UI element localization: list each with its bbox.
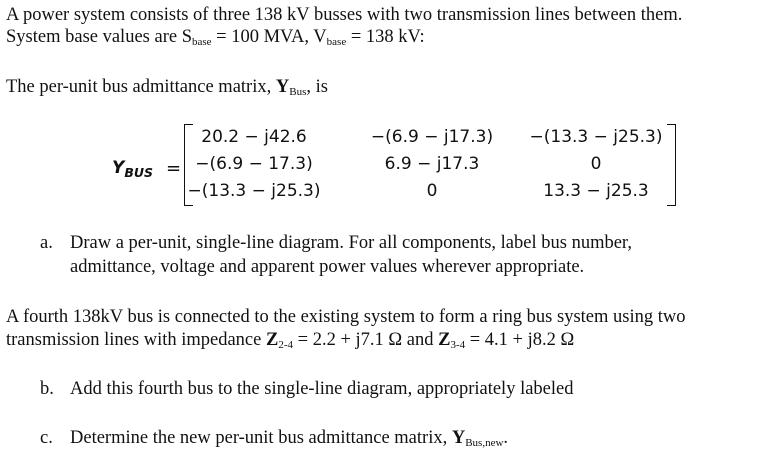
item-c-prefix: Determine the new per-unit bus admittance matrix, bbox=[70, 428, 452, 448]
vbase-subscript: base bbox=[326, 36, 347, 48]
matrix-label bbox=[112, 158, 153, 180]
z34-value: = 4.1 + j8.2 Ω bbox=[465, 330, 575, 350]
matrix-cell-1-1: 20.2 − j42.6 bbox=[201, 127, 307, 147]
z24-subscript: 2-4 bbox=[278, 339, 294, 351]
matrix-cell-3-3: 13.3 − j25.3 bbox=[543, 181, 649, 201]
item-c-text bbox=[70, 427, 508, 454]
sbase-subscript: base bbox=[192, 36, 212, 48]
vbase-prefix: = 100 MVA, V bbox=[211, 27, 327, 47]
fourth-bus-line-1: A fourth 138kV bus is connected to the existing system to form a ring bus system using two bbox=[6, 307, 686, 327]
ybus-intro-prefix: The per-unit bus admittance matrix, bbox=[6, 77, 276, 97]
fourth-bus-line-2 bbox=[6, 329, 574, 356]
matrix-cell-2-3: 0 bbox=[590, 154, 602, 174]
item-a-marker: a. bbox=[40, 233, 53, 253]
matrix-equals: = bbox=[166, 158, 182, 179]
item-a-line-1: Draw a per-unit, single-line diagram. For all components, label bus number, bbox=[70, 233, 632, 253]
z24-value: = 2.2 + j7.1 Ω and bbox=[293, 330, 439, 350]
matrix-cell-3-1: −(13.3 − j25.3) bbox=[187, 181, 321, 201]
matrix-cell-3-2: 0 bbox=[426, 181, 438, 201]
z34-subscript: 3-4 bbox=[450, 339, 466, 351]
z34-symbol: Z bbox=[438, 330, 451, 350]
matrix-cell-1-2: −(6.9 − j17.3) bbox=[370, 127, 494, 147]
sbase-prefix: System base values are S bbox=[6, 27, 192, 47]
item-b-marker: b. bbox=[40, 379, 54, 399]
ybus-new-symbol: Y bbox=[451, 428, 466, 448]
ybus-intro-suffix: , is bbox=[306, 77, 328, 97]
ybus-symbol: Y bbox=[275, 77, 290, 97]
item-c-suffix: . bbox=[503, 428, 509, 448]
item-a-line-2: admittance, voltage and apparent power values wherever appropriate. bbox=[70, 257, 585, 277]
intro-line-2 bbox=[6, 26, 425, 53]
matrix-cell-2-1: −(6.9 − 17.3) bbox=[195, 154, 313, 174]
ybus-new-subscript: Bus,new bbox=[465, 437, 504, 449]
ybus-subscript: Bus bbox=[289, 86, 307, 98]
matrix-label-symbol: Y bbox=[112, 158, 125, 178]
matrix-cell-2-2: 6.9 − j17.3 bbox=[384, 154, 480, 174]
intro-line-1: A power system consists of three 138 kV busses with two transmission lines between them. bbox=[6, 5, 683, 25]
z24-symbol: Z bbox=[266, 330, 279, 350]
vbase-value: = 138 kV: bbox=[346, 27, 425, 47]
ybus-intro bbox=[6, 76, 328, 103]
matrix-cell-1-3: −(13.3 − j25.3) bbox=[529, 127, 663, 147]
item-c-marker: c. bbox=[40, 428, 53, 448]
impedance-prefix: transmission lines with impedance bbox=[6, 330, 266, 350]
matrix-label-subscript: BUS bbox=[124, 165, 153, 180]
item-b-text: Add this fourth bus to the single-line diagram, appropriately labeled bbox=[70, 379, 574, 399]
